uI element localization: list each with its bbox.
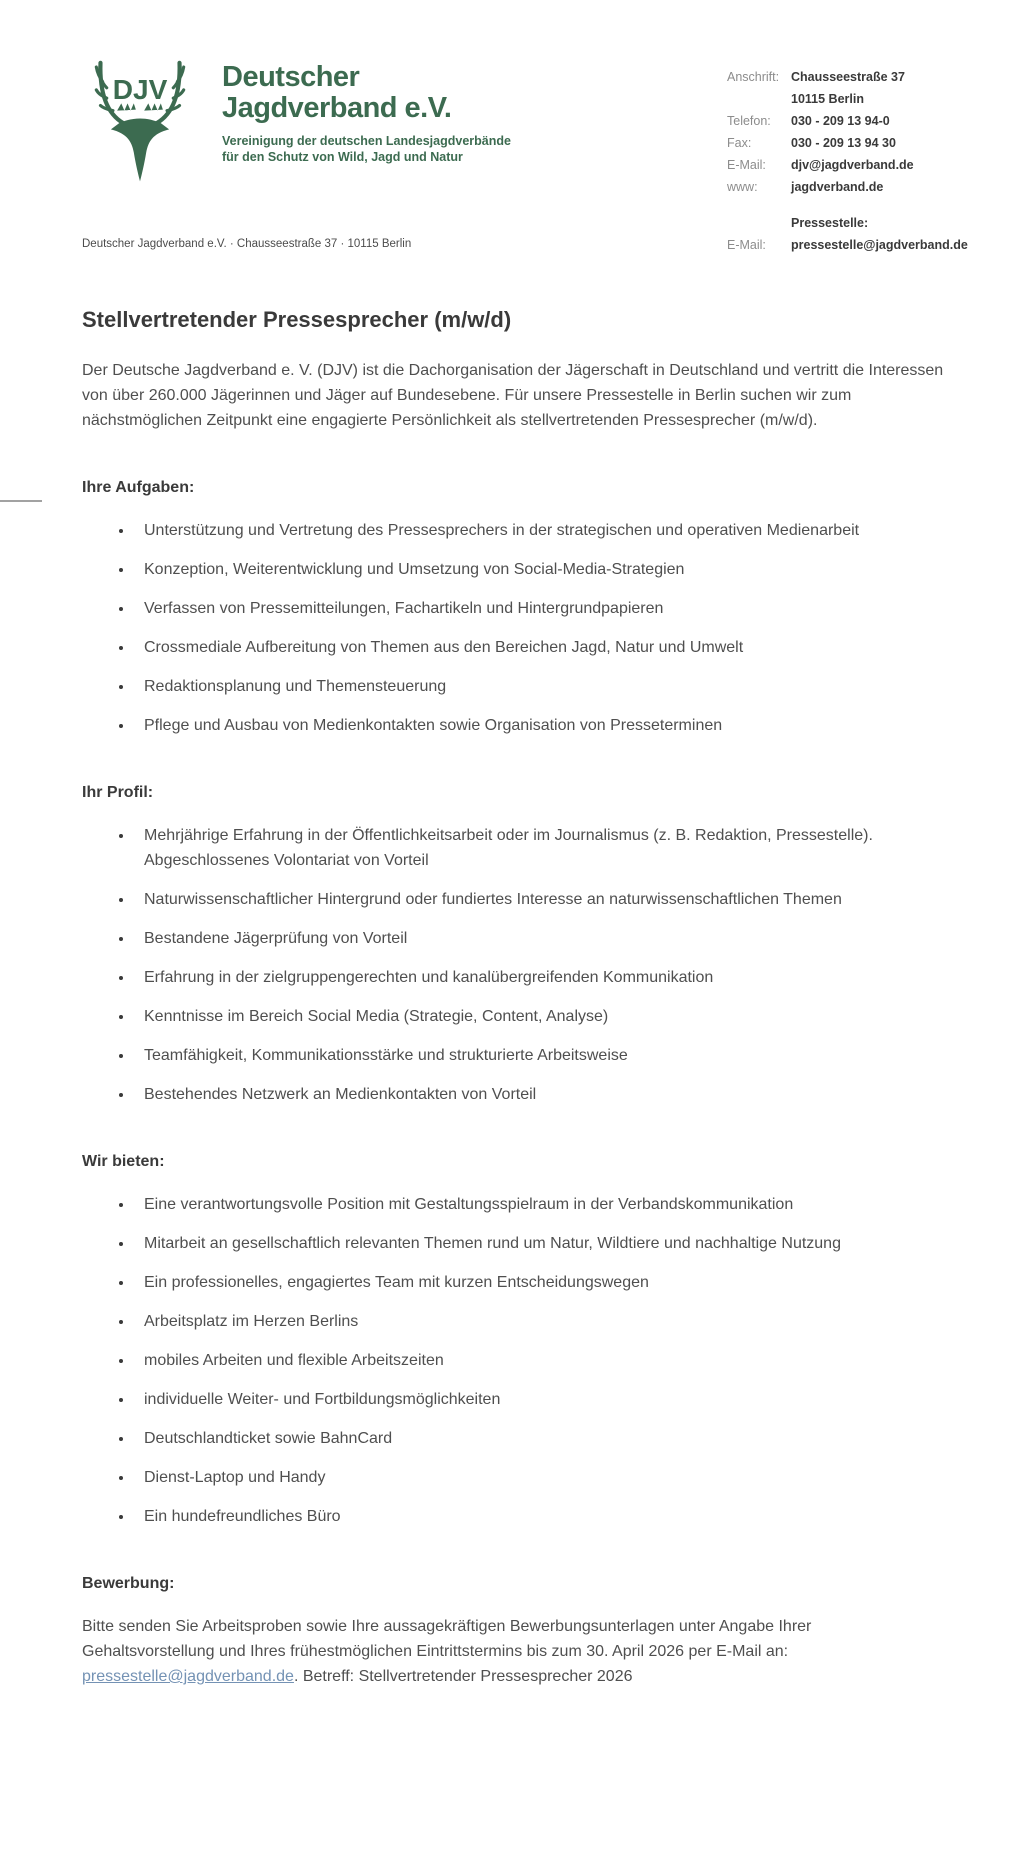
contact-label: Telefon: [727, 114, 771, 128]
section-heading-bewerbung: Bewerbung: [82, 1575, 175, 1592]
list-item: • Ein hundefreundliches Büro [134, 1504, 960, 1529]
list-item: • Deutschlandticket sowie BahnCard [134, 1426, 960, 1451]
list-item: • Verfassen von Pressemitteilungen, Fachartikeln und Hintergrundpapieren [134, 596, 960, 621]
organization-name-block [222, 62, 511, 165]
list-item: • Ein professionelles, engagiertes Team mit kurzen Entscheidungswegen [134, 1270, 960, 1295]
section-heading-profil: Ihr Profil: [82, 784, 154, 801]
contact-label: www: [727, 180, 758, 194]
task-list [82, 518, 960, 738]
list-item: • Arbeitsplatz im Herzen Berlins [134, 1309, 960, 1334]
org-name-line1: Deutscher [222, 61, 360, 93]
contact-label: E-Mail: [727, 238, 766, 252]
contact-value: 030 - 209 13 94-0 [791, 114, 890, 128]
list-item: • Eine verantwortungsvolle Position mit Gestaltungsspielraum in der Verbandskommunikation [134, 1192, 960, 1217]
list-item: • mobiles Arbeiten und flexible Arbeitszeiten [134, 1348, 960, 1373]
profile-list [82, 823, 960, 1107]
section-bewerbung [82, 1571, 960, 1689]
contact-info-block [727, 66, 968, 256]
contact-value: 030 - 209 13 94 30 [791, 136, 896, 150]
application-paragraph [82, 1614, 944, 1689]
application-text-before-link: Bitte senden Sie Arbeitsproben sowie Ihre aussagekräftigen Bewerbungsunterlagen unter Angabe Ihrer Gehaltsvorstellung und Ihres frühestmöglichen Eintrittstermins bis zum 30. April 2026 per E-Mail an: [82, 1618, 812, 1660]
job-posting-body [82, 306, 960, 1689]
section-aufgaben [82, 475, 960, 738]
section-heading-aufgaben: Ihre Aufgaben: [82, 479, 195, 496]
benefits-list [82, 1192, 960, 1529]
pressestelle-email-value: pressestelle@jagdverband.de [791, 238, 968, 252]
org-tagline-line1: Vereinigung der deutschen Landesjagdverbände [222, 134, 511, 148]
contact-label: Fax: [727, 136, 752, 150]
list-item: • individuelle Weiter- und Fortbildungsmöglichkeiten [134, 1387, 960, 1412]
list-item: • Teamfähigkeit, Kommunikationsstärke und strukturierte Arbeitsweise [134, 1043, 960, 1068]
page-title: Stellvertretender Pressesprecher (m/w/d) [82, 307, 512, 332]
list-item: • Crossmediale Aufbereitung von Themen aus den Bereichen Jagd, Natur und Umwelt [134, 635, 960, 660]
contact-value: Chausseestraße 37 [791, 70, 905, 84]
section-heading-wir-bieten: Wir bieten: [82, 1153, 165, 1170]
fold-mark-divider [0, 500, 42, 502]
list-item: • Bestehendes Netzwerk an Medienkontakten von Vorteil [134, 1082, 960, 1107]
org-tagline-line2: für den Schutz von Wild, Jagd und Natur [222, 150, 463, 164]
application-text-after-link: . Betreff: Stellvertretender Pressesprecher 2026 [293, 1668, 633, 1685]
list-item: • Erfahrung in der zielgruppengerechten und kanalübergreifenden Kommunikation [134, 965, 960, 990]
contact-value: 10115 Berlin [791, 92, 864, 106]
list-item: • Pflege und Ausbau von Medienkontakten sowie Organisation von Presseterminen [134, 713, 960, 738]
section-profil [82, 780, 960, 1107]
djv-deer-antlers-logo-icon [88, 50, 192, 188]
org-name-line2: Jagdverband e.V. [222, 92, 452, 124]
sender-address-line: Deutscher Jagdverband e.V. · Chausseestraße 37 · 10115 Berlin [82, 238, 412, 250]
list-item: • Redaktionsplanung und Themensteuerung [134, 674, 960, 699]
list-item: • Unterstützung und Vertretung des Pressesprechers in der strategischen und operativen Medienarbeit [134, 518, 960, 543]
list-item: • Kenntnisse im Bereich Social Media (Strategie, Content, Analyse) [134, 1004, 960, 1029]
contact-email-value: djv@jagdverband.de [791, 158, 914, 172]
contact-label: E-Mail: [727, 158, 766, 172]
list-item: • Mehrjährige Erfahrung in der Öffentlichkeitsarbeit oder im Journalismus (z. B. Redaktion, Pressestelle). Abgeschlossenes Volontariat von Vorteil [134, 823, 960, 873]
intro-paragraph: Der Deutsche Jagdverband e. V. (DJV) ist die Dachorganisation der Jägerschaft in Deutschland und vertritt die Interessen von über 260.000 Jägerinnen und Jäger auf Bundesebene. Für unsere Pressestelle in Berlin suchen wir zum nächstmöglichen Zeitpunkt eine engagierte Persönlichkeit als stellvertretenden Pressesprecher (m/w/d). [82, 362, 944, 429]
list-item: • Naturwissenschaftlicher Hintergrund oder fundiertes Interesse an naturwissenschaftlichen Themen [134, 887, 960, 912]
list-item: • Dienst-Laptop und Handy [134, 1465, 960, 1490]
contact-website-value: jagdverband.de [791, 180, 884, 194]
logo-acronym: DJV [112, 74, 168, 106]
section-wir-bieten [82, 1149, 960, 1529]
list-item: • Konzeption, Weiterentwicklung und Umsetzung von Social-Media-Strategien [134, 557, 960, 582]
application-email-link[interactable]: pressestelle@jagdverband.de [82, 1668, 294, 1685]
contact-label [727, 88, 791, 110]
pressestelle-heading: Pressestelle: [791, 216, 869, 230]
list-item: • Mitarbeit an gesellschaftlich relevanten Themen rund um Natur, Wildtiere und nachhaltige Nutzung [134, 1231, 960, 1256]
list-item: • Bestandene Jägerprüfung von Vorteil [134, 926, 960, 951]
pressestelle-contact-block [727, 212, 968, 256]
contact-label: Anschrift: [727, 70, 780, 84]
